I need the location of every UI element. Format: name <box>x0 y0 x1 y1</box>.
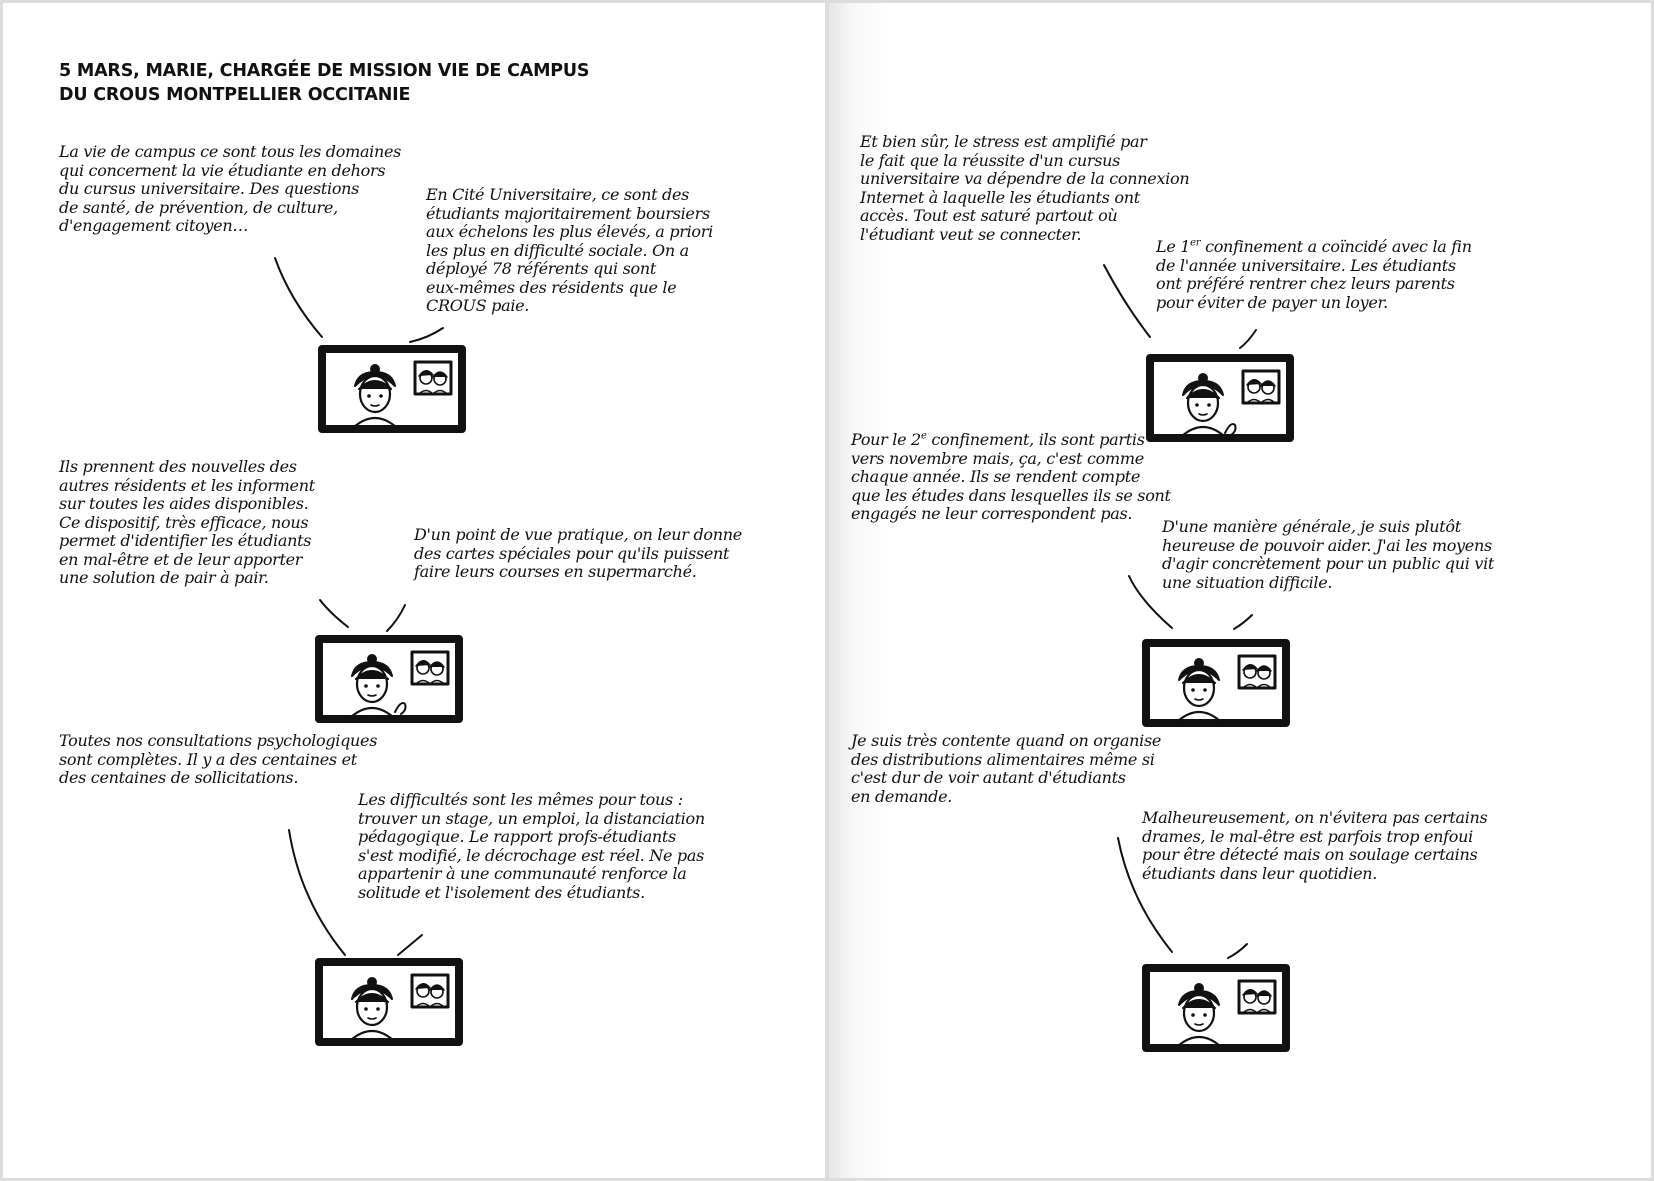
speech-text: Les difficultés sont les mêmes pour tous : trouver un stage, un emploi, la distanciation pédagogique. Le rapport profs-étudiants s'est modifié, le décrochage est réel. Ne pas appartenir à une communauté renforce la solitude et l'isolement des étudiants. <box>358 790 705 902</box>
speech-text: Toutes nos consultations psychologiques sont complètes. Il y a des centaines et des centaines de sollicitations. <box>59 731 378 787</box>
speech-text: Pour le 2e confinement, ils sont partis vers novembre mais, ça, c'est comme chaque année. Ils se rendent compte que les études dans lesquelles ils se sont engagés ne leur correspondent pas. <box>851 430 1171 523</box>
speech-text: Le 1er confinement a coïncidé avec la fin de l'année universitaire. Les étudiants ont préféré rentrer chez leurs parents pour éviter de payer un loyer. <box>1156 237 1472 312</box>
speech-text: Et bien sûr, le stress est amplifié par le fait que la réussite d'un cursus universitaire va dépendre de la connexion Internet à laquelle les étudiants ont accès. Tout est saturé partout où l'étudiant veut se connecter. <box>860 132 1190 244</box>
speech-text: Ils prennent des nouvelles des autres résidents et les informent sur toutes les aides disponibles. Ce dispositif, très efficace, nous permet d'identifier les étudiants en mal-être et de leur apporter une solution de pair à pair. <box>59 457 315 587</box>
speech-text: Malheureusement, on n'évitera pas certains drames, le mal-être est parfois trop enfoui pour être détecté mais on soulage certains étudiants dans leur quotidien. <box>1142 808 1488 883</box>
right-page <box>829 3 1651 1178</box>
page-title <box>59 59 699 107</box>
speech-text: La vie de campus ce sont tous les domaines qui concernent la vie étudiante en dehors du cursus universitaire. Des questions de santé, de prévention, de culture, d'engagement citoyen… <box>59 142 402 235</box>
speech-text: D'une manière générale, je suis plutôt heureuse de pouvoir aider. J'ai les moyens d'agir concrètement pour un public qui vit une situation difficile. <box>1162 517 1495 592</box>
speech-text: Je suis très contente quand on organise des distributions alimentaires même si c'est dur de voir autant d'étudiants en demande. <box>851 731 1162 806</box>
speech-text: D'un point de vue pratique, on leur donne des cartes spéciales pour qu'ils puissent faire leurs courses en supermarché. <box>414 525 742 581</box>
left-page <box>3 3 825 1178</box>
speech-text: En Cité Universitaire, ce sont des étudiants majoritairement boursiers aux échelons les plus élevés, a priori les plus en difficulté sociale. On a déployé 78 référents qui sont eux-mêmes des résidents que le CROUS paie. <box>426 185 713 315</box>
page-title-line-1: 5 MARS, MARIE, CHARGÉE DE MISSION VIE DE CAMPUS <box>59 61 590 81</box>
page-title-line-2: DU CROUS MONTPELLIER OCCITANIE <box>59 85 411 105</box>
